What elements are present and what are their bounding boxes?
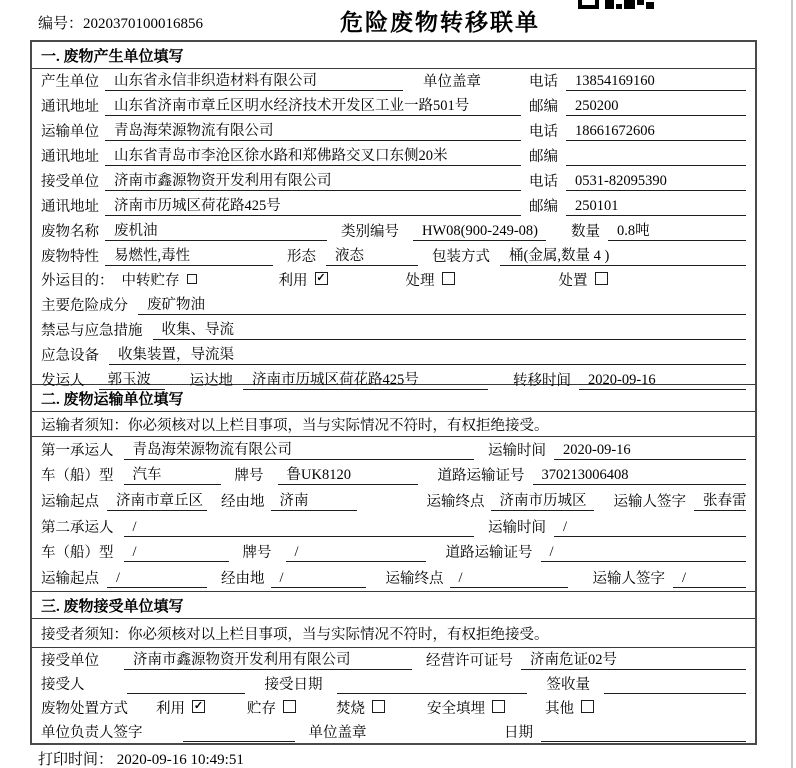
- signed-qty-label: 签收量: [546, 677, 590, 693]
- road-license2-value: /: [541, 544, 747, 562]
- disposal-option-incinerate: [336, 697, 385, 718]
- emergency-equipment-label: 应急设备: [41, 348, 99, 364]
- row-first-carrier: [32, 437, 755, 463]
- date-label: 日期: [504, 725, 533, 741]
- disposal-option-use: [156, 697, 205, 718]
- route2-via-value: /: [271, 570, 366, 588]
- purpose-dispose-checkbox: [595, 272, 608, 285]
- destination-label: 运达地: [189, 373, 233, 389]
- receiver-address-label: 通讯地址: [41, 199, 99, 215]
- waste-name-label: 废物名称: [41, 224, 99, 240]
- row-emergency-equipment: [32, 343, 755, 368]
- road-license1-label: 道路运输证号: [437, 468, 525, 485]
- route2-via-label: 经由地: [221, 571, 265, 588]
- emergency-equipment-value: 收集装置，导流渠: [109, 343, 746, 365]
- purpose-option-use: [279, 269, 328, 290]
- route1-start-label: 运输起点: [41, 494, 99, 511]
- row-transport-address: [32, 144, 755, 169]
- route2-sign-value: /: [673, 570, 746, 588]
- waste-form-label: 形态: [287, 249, 316, 265]
- route2-start-value: /: [107, 570, 207, 588]
- purpose-option-storage: [122, 269, 197, 290]
- vehicle-type1-label: 车（船）型: [41, 468, 114, 485]
- disposal-landfill-label: 安全填埋: [427, 701, 485, 717]
- purpose-storage-label: 中转贮存: [121, 273, 180, 289]
- row-route1: [32, 488, 755, 514]
- route2-sign-label: 运输人签字: [592, 571, 665, 588]
- permit-value: 济南危证02号: [521, 648, 746, 670]
- receiver-zip-value: 250101: [566, 198, 746, 216]
- disposal-option-store: [247, 697, 296, 718]
- row-vehicle2: [32, 540, 755, 566]
- receiver-unit-label: 接受单位: [41, 174, 99, 190]
- page-title: 危险废物转移联单: [340, 10, 540, 35]
- transporter-notice-text: 你必须核对以上栏目事项，当与实际情况不符时，有权拒绝接受。: [128, 417, 549, 434]
- transport-time1-value: 2020-09-16: [554, 442, 746, 460]
- vehicle-type1-value: 汽车: [124, 463, 221, 485]
- receiver-zip-label: 邮编: [529, 199, 558, 215]
- plate1-value: 鲁UK8120: [278, 463, 418, 485]
- row-emergency-measures: [32, 318, 755, 343]
- disposal-method-label: 废物处置方式: [41, 701, 128, 717]
- section3-header: 三. 废物接受单位填写: [32, 592, 755, 619]
- second-carrier-label: 第二承运人: [41, 519, 114, 536]
- row-transport-unit: [32, 119, 755, 144]
- route2-start-label: 运输起点: [41, 571, 99, 588]
- transport-unit-value: 青岛海荣源物流有限公司: [105, 119, 521, 141]
- row-route2: [32, 565, 755, 591]
- section3-notice: [32, 619, 755, 648]
- waste-code-value: HW08(900-249-08): [413, 223, 546, 241]
- print-time-label: 打印时间：: [38, 752, 114, 768]
- section1-body: [32, 69, 755, 389]
- route1-via-label: 经由地: [221, 494, 265, 511]
- row-receiver-address: [32, 194, 755, 219]
- row-waste-name: [32, 219, 755, 244]
- receiver-notice-text: 你必须核对以上栏目事项，当与实际情况不符时，有权拒绝接受。: [128, 626, 549, 643]
- producer-address-label: 通讯地址: [41, 99, 99, 115]
- plate1-label: 牌号: [234, 468, 264, 485]
- waste-qty-label: 数量: [571, 224, 600, 240]
- vehicle-type2-value: /: [124, 544, 229, 562]
- transport-phone-value: 18661672606: [566, 123, 746, 141]
- waste-form-value: 液态: [326, 244, 418, 266]
- receiver-address-value: 济南市历城区荷花路425号: [105, 194, 521, 216]
- section3-body: [32, 648, 755, 745]
- accepting-unit-value: 济南市鑫源物资开发利用有限公司: [124, 648, 412, 670]
- section2-header: 二. 废物运输单位填写: [32, 385, 755, 412]
- receiver-phone-value: 0531-82095390: [566, 173, 746, 191]
- purpose-option-dispose: [559, 269, 608, 290]
- packing-value: 桶(金属,数量 4 ): [500, 244, 746, 266]
- disposal-incinerate-label: 焚烧: [336, 701, 365, 717]
- route1-end-value: 济南市历城区: [491, 489, 594, 511]
- transport-address-value: 山东省青岛市李沧区徐水路和郑佛路交叉口东侧20米: [105, 144, 521, 166]
- disposal-incinerate-checkbox: [372, 700, 385, 713]
- serial-number-line: [38, 12, 203, 33]
- destination-value: 济南市历城区荷花路425号: [243, 368, 488, 390]
- disposal-option-other: [545, 697, 594, 718]
- page-edge-divider: [791, 0, 793, 768]
- producer-phone-value: 13854169160: [566, 73, 746, 91]
- plate2-value: /: [286, 544, 426, 562]
- purpose-use-checkbox: ✓: [316, 272, 326, 284]
- waste-property-value: 易燃性,毒性: [105, 244, 273, 266]
- transport-time1-label: 运输时间: [488, 442, 546, 459]
- responsible-sign-label: 单位负责人签字: [41, 725, 143, 741]
- producer-unit-value: 山东省永信非织造材料有限公司: [105, 69, 403, 91]
- waste-qty-value: 0.8吨: [608, 219, 746, 241]
- main-hazard-label: 主要危险成分: [41, 298, 128, 314]
- route1-end-label: 运输终点: [426, 494, 485, 511]
- receiver-notice-label: 接受者须知：: [41, 626, 128, 643]
- receiver-unit-value: 济南市鑫源物资开发利用有限公司: [105, 169, 521, 191]
- row-waste-property: [32, 244, 755, 269]
- emergency-measures-value: 收集、导流: [153, 318, 747, 340]
- row-responsible-sign: [32, 721, 755, 745]
- serial-label: 编号：: [38, 16, 84, 32]
- waste-code-label: 类别编号: [341, 224, 399, 240]
- disposal-use-label: 利用: [156, 701, 185, 717]
- route2-end-label: 运输终点: [385, 571, 444, 588]
- row-vehicle1: [32, 463, 755, 489]
- acceptor-label: 接受人: [41, 677, 85, 693]
- transfer-purpose-label: 外运目的：: [41, 273, 114, 289]
- transport-time2-label: 运输时间: [488, 519, 546, 536]
- purpose-use-label: 利用: [278, 273, 308, 289]
- section2-notice: [32, 412, 755, 437]
- print-time-value: 2020-09-16 10:49:51: [116, 752, 244, 768]
- vehicle-type2-label: 车（船）型: [41, 545, 114, 562]
- acceptor-value: [127, 676, 245, 694]
- unit-seal-label: 单位盖章: [423, 74, 481, 90]
- packing-label: 包装方式: [432, 249, 490, 265]
- disposal-other-checkbox: [581, 700, 594, 713]
- disposal-other-label: 其他: [545, 701, 574, 717]
- transport-address-label: 通讯地址: [41, 149, 99, 165]
- unit-seal-label-2: 单位盖章: [308, 725, 367, 741]
- producer-phone-label: 电话: [529, 74, 558, 90]
- first-carrier-value: 青岛海荣源物流有限公司: [124, 438, 475, 460]
- main-hazard-value: 废矿物油: [138, 293, 746, 315]
- road-license2-label: 道路运输证号: [445, 545, 533, 562]
- waste-property-label: 废物特性: [41, 249, 99, 265]
- emergency-measures-label: 禁忌与应急措施: [41, 323, 143, 339]
- serial-number: 2020370100016856: [83, 16, 204, 32]
- print-time-line: [38, 748, 244, 768]
- row-receiver-unit: [32, 169, 755, 194]
- signed-qty-value: [604, 676, 746, 694]
- route2-end-value: /: [450, 570, 568, 588]
- sender-value: 郭玉波: [99, 368, 165, 390]
- route1-via-value: 济南: [271, 489, 357, 511]
- accept-date-value: [337, 676, 527, 694]
- route1-start-value: 济南市章丘区: [107, 489, 207, 511]
- disposal-landfill-checkbox: [492, 700, 505, 713]
- section1-header: 一. 废物产生单位填写: [32, 42, 755, 69]
- transfer-form-table: [30, 40, 757, 745]
- producer-unit-label: 产生单位: [41, 74, 99, 90]
- disposal-option-landfill: [427, 697, 505, 718]
- sender-label: 发运人: [41, 373, 85, 389]
- row-acceptor: [32, 673, 755, 697]
- route1-sign-value: 张春雷: [694, 489, 746, 511]
- route1-sign-label: 运输人签字: [613, 494, 686, 511]
- row-producer-address: [32, 94, 755, 119]
- purpose-treat-label: 处理: [405, 273, 435, 289]
- waste-name-value: 废机油: [105, 219, 327, 241]
- plate2-label: 牌号: [242, 545, 272, 562]
- purpose-dispose-label: 处置: [558, 273, 588, 289]
- row-disposal-method: [32, 697, 755, 721]
- row-second-carrier: [32, 514, 755, 540]
- transfer-time-value: 2020-09-16: [579, 372, 746, 390]
- section2-body: [32, 437, 755, 592]
- transport-time2-value: /: [554, 519, 746, 537]
- producer-zip-label: 邮编: [529, 99, 558, 115]
- row-producer-unit: [32, 69, 755, 94]
- purpose-option-treat: [406, 269, 455, 290]
- producer-zip-value: 250200: [566, 98, 746, 116]
- date-value: [541, 724, 746, 742]
- accepting-unit-label: 接受单位: [41, 653, 99, 669]
- row-accepting-unit: [32, 648, 755, 673]
- row-transfer-purpose: [32, 269, 755, 293]
- purpose-treat-checkbox: [442, 272, 455, 285]
- transport-zip-label: 邮编: [529, 149, 558, 165]
- transport-zip-value: [566, 148, 746, 166]
- disposal-use-checkbox: ✓: [193, 700, 204, 712]
- disposal-store-label: 贮存: [247, 701, 276, 717]
- accept-date-label: 接受日期: [264, 677, 323, 693]
- responsible-sign-value: [183, 724, 295, 742]
- receiver-phone-label: 电话: [529, 174, 558, 190]
- permit-label: 经营许可证号: [426, 653, 513, 669]
- transporter-notice-label: 运输者须知：: [41, 417, 128, 434]
- first-carrier-label: 第一承运人: [41, 442, 114, 459]
- qr-code-fragment: [578, 0, 654, 9]
- producer-address-value: 山东省济南市章丘区明水经济技术开发区工业一路501号: [105, 94, 521, 116]
- transfer-time-label: 转移时间: [513, 373, 571, 389]
- purpose-storage-checkbox: [187, 274, 197, 284]
- transport-unit-label: 运输单位: [41, 124, 99, 140]
- road-license1-value: 370213006408: [533, 467, 747, 485]
- transport-phone-label: 电话: [529, 124, 558, 140]
- disposal-store-checkbox: [283, 700, 296, 713]
- row-main-hazard: [32, 293, 755, 318]
- second-carrier-value: /: [124, 519, 475, 537]
